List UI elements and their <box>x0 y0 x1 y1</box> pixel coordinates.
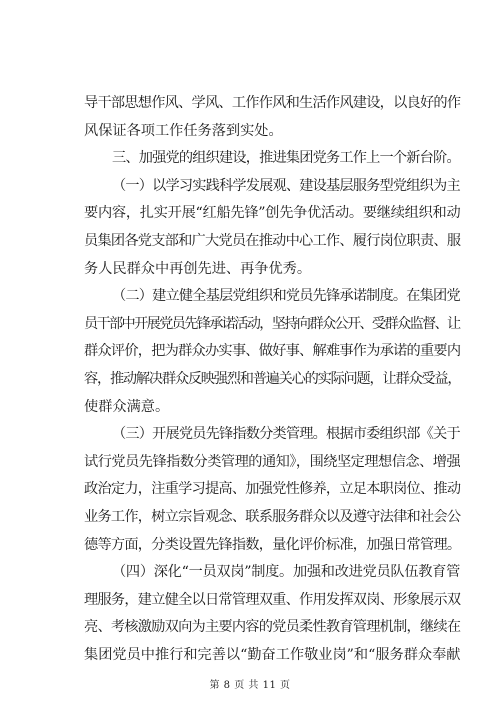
text-line: 理服务，建立健全以日常管理双重、作用发挥双岗、形象展示双 <box>84 591 461 608</box>
text-line: 员干部中开展党员先锋承诺活动，坚持向群众公开、受群众监督、让 <box>84 315 460 332</box>
text-line: 集团党员中推行和完善以“勤奋工作敬业岗”和“服务群众奉献 <box>84 646 461 663</box>
text-line: 德等方面，分类设置先锋指数，量化评价标准，加强日常管理。 <box>84 536 461 553</box>
text-line: 容，推动解决群众反映强烈和普遍关心的实际问题，让群众受益， <box>84 370 461 387</box>
text-line: 风保证各项工作任务落到实处。 <box>84 122 283 139</box>
document-body <box>84 90 460 669</box>
text-line: 三、加强党的组织建设，推进集团党务工作上一个新台阶。 <box>112 150 460 167</box>
text-line: 要内容，扎实开展“红船先锋”创先争优活动。要继续组织和动 <box>84 205 461 222</box>
text-line: 员集团各党支部和广大党员在推动中心工作、履行岗位职责、服 <box>84 232 461 249</box>
text-line: （一）以学习实践科学发展观、建设基层服务型党组织为主 <box>112 177 460 194</box>
text-line: 使群众满意。 <box>84 398 170 415</box>
text-line: （二）建立健全基层党组织和党员先锋承诺制度。在集团党 <box>112 288 460 305</box>
text-line: 政治定力，注重学习提高、加强党性修养，立足本职岗位、推动 <box>84 481 461 498</box>
text-line: 试行党员先锋指数分类管理的通知》，围绕坚定理想信念、增强 <box>84 453 461 470</box>
text-line: （四）深化“一员双岗”制度。加强和改进党员队伍教育管 <box>112 564 460 581</box>
text-line: 务人民群众中再创先进、再争优秀。 <box>84 260 312 277</box>
text-line: 导干部思想作风、学风、工作作风和生活作风建设，以良好的作 <box>84 95 461 111</box>
text-line: （三）开展党员先锋指数分类管理。根据市委组织部《关于 <box>112 426 460 443</box>
text-line: 群众评价，把为群众办实事、做好事、解难事作为承诺的重要内 <box>84 343 461 360</box>
text-line: 亮、考核激励双向为主要内容的党员柔性教育管理机制，继续在 <box>84 619 461 636</box>
text-line: 业务工作，树立宗旨观念、联系服务群众以及遵守法律和社会公 <box>84 508 461 525</box>
page-footer: 第 8 页 共 11 页 <box>209 680 291 691</box>
